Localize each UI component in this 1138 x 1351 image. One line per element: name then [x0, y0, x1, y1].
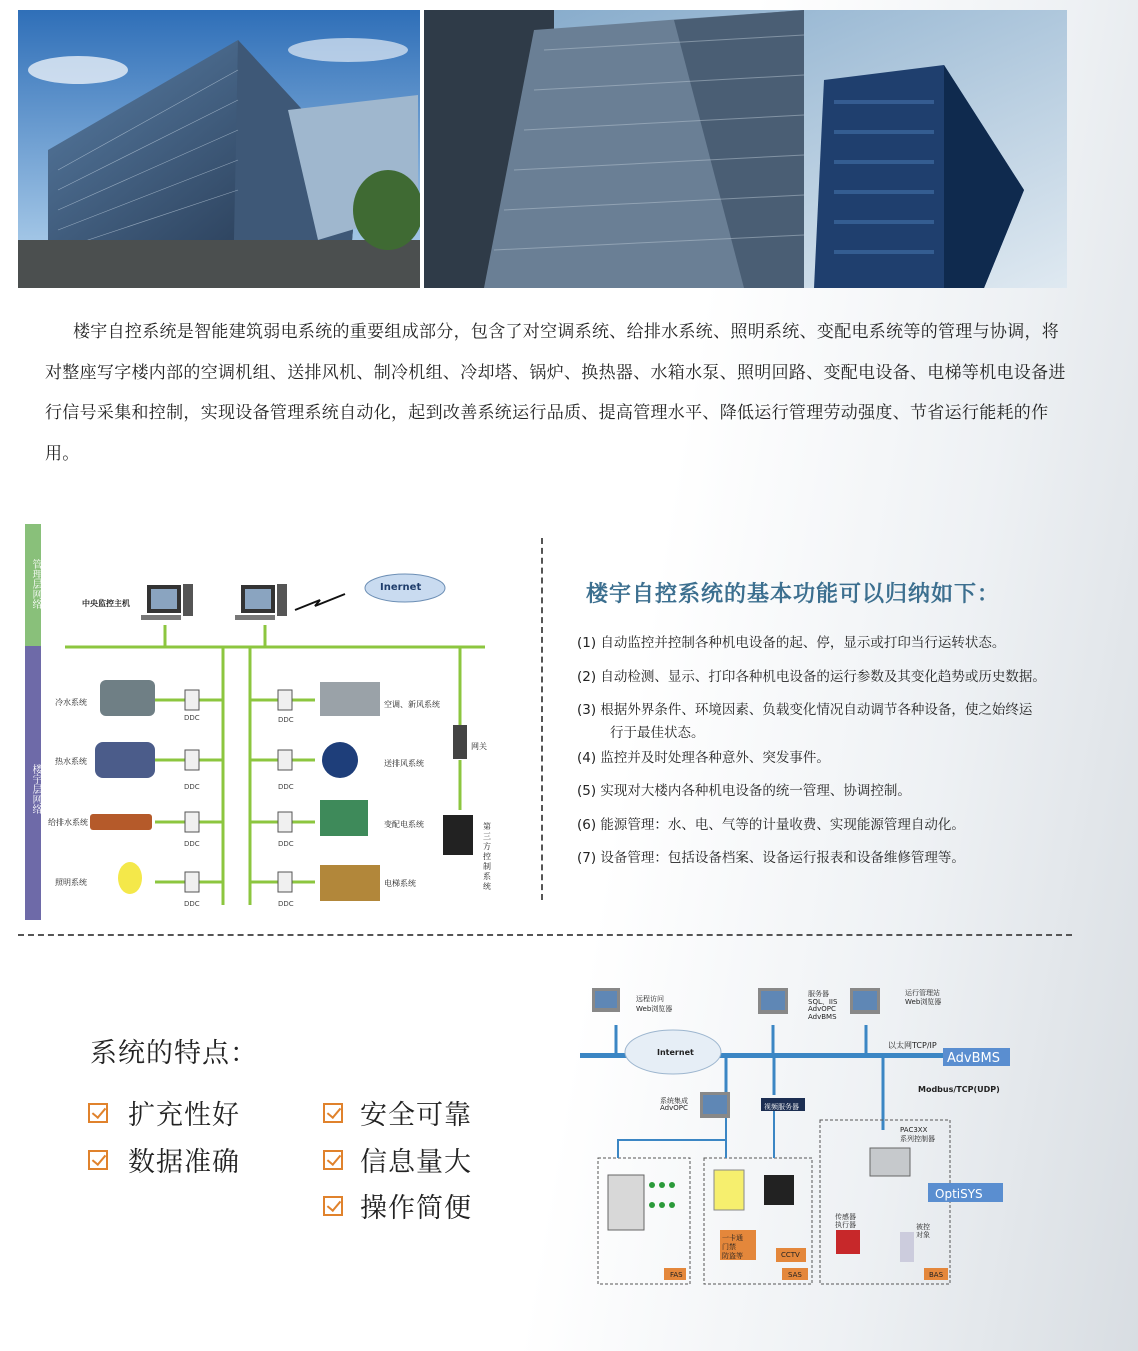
- server-pc-icon: [235, 584, 287, 620]
- feature-item: 扩充性好: [128, 1100, 240, 1131]
- function-item: (7) 设备管理：包括设备档案、设备运行报表和设备维修管理等。: [577, 850, 965, 866]
- building-photo-right: [424, 10, 1067, 288]
- function-item: (1) 自动监控并控制各种机电设备的起、停，显示或打印当行运转状态。: [577, 635, 1006, 651]
- central-host-label: 中央监控主机: [82, 599, 130, 608]
- ddc-label: DDC: [184, 783, 200, 791]
- function-item: (3) 根据外界条件、环境因素、负载变化情况自动调节各种设备，使之始终运: [577, 702, 1033, 718]
- horizontal-divider: [18, 934, 1072, 936]
- function-item-continued: 行于最佳状态。: [610, 725, 705, 741]
- left-system-1: 热水系统: [55, 757, 87, 766]
- architecture-diagram: [578, 980, 1018, 1290]
- ddc-label: DDC: [278, 840, 294, 848]
- right-system-3: 电梯系统: [384, 879, 416, 888]
- arch-ops-label-1: Web浏览器: [905, 998, 942, 1006]
- arch-ops-label-0: 运行管理站: [905, 989, 940, 997]
- arch-controlled-label-1: 对象: [916, 1231, 930, 1239]
- checkbox-icon: [323, 1103, 343, 1123]
- feature-item: 安全可靠: [360, 1100, 472, 1131]
- vertical-divider: [541, 538, 543, 900]
- left-system-0: 冷水系统: [55, 698, 87, 707]
- arch-card-label-1: 门禁: [722, 1243, 736, 1251]
- right-system-1: 送排风系统: [384, 759, 424, 768]
- central-pc-icon: [141, 584, 193, 620]
- checkbox-icon: [88, 1150, 108, 1170]
- function-item: (4) 监控并及时处理各种意外、突发事件。: [577, 750, 830, 766]
- building-photo-left: [18, 10, 420, 288]
- arch-sensor-label-0: 传感器: [835, 1213, 856, 1221]
- arch-sas-label: SAS: [788, 1271, 802, 1279]
- arch-server-label-3: AdvBMS: [808, 1013, 837, 1021]
- left-system-3: 照明系统: [55, 878, 87, 887]
- feature-item: 信息量大: [360, 1147, 472, 1178]
- arch-sensor-label-1: 执行器: [835, 1221, 856, 1229]
- arch-remote-label-1: Web浏览器: [636, 1005, 673, 1013]
- feature-item: 操作简便: [360, 1193, 472, 1224]
- building-network-label: 楼宇层网络: [30, 764, 41, 814]
- arch-integration-label-1: AdvOPC: [660, 1104, 688, 1112]
- right-system-2: 变配电系统: [384, 820, 424, 829]
- arch-pac-label-0: PAC3XX: [900, 1126, 928, 1134]
- function-item: (2) 自动检测、显示、打印各种机电设备的运行参数及其变化趋势或历史数据。: [577, 669, 1046, 685]
- functions-title: 楼宇自控系统的基本功能可以归纳如下：: [586, 582, 1001, 607]
- management-network-label: 管理层网络: [30, 559, 41, 609]
- ddc-label: DDC: [184, 714, 200, 722]
- function-item: (5) 实现对大楼内各种机电设备的统一管理、协调控制。: [577, 783, 911, 799]
- arch-remote-label-0: 远程访问: [636, 995, 664, 1003]
- arch-internet-label: Internet: [657, 1048, 694, 1057]
- checkbox-icon: [323, 1150, 343, 1170]
- arch-server-label-0: 服务器: [808, 990, 829, 998]
- right-system-0: 空调、新风系统: [384, 700, 440, 709]
- checkbox-icon: [88, 1103, 108, 1123]
- arch-bas-label: BAS: [929, 1271, 944, 1279]
- feature-item: 数据准确: [128, 1147, 240, 1178]
- arch-ethernet-label: 以太网TCP/IP: [888, 1041, 937, 1050]
- ddc-label: DDC: [278, 716, 294, 724]
- arch-pac-label-1: 系列控制器: [900, 1135, 935, 1143]
- arch-integration-label-0: 系统集成: [660, 1097, 688, 1105]
- arch-video-server-label: 视频服务器: [764, 1103, 799, 1111]
- checkbox-icon: [323, 1196, 343, 1216]
- arch-controlled-label-0: 被控: [916, 1223, 930, 1231]
- gateway-label: 网关: [471, 742, 487, 751]
- bas-network-diagram: [45, 560, 525, 920]
- features-title: 系统的特点：: [90, 1038, 258, 1069]
- left-system-2: 给排水系统: [48, 818, 88, 827]
- arch-fas-label: FAS: [670, 1271, 683, 1279]
- arch-card-label-2: 防盗等: [722, 1252, 743, 1260]
- ddc-label: DDC: [184, 900, 200, 908]
- arch-server-label-1: SQL、IIS: [808, 998, 838, 1006]
- arch-cctv-label: CCTV: [781, 1251, 800, 1259]
- third-party-label: 第三方控制系统: [483, 822, 491, 891]
- arch-advbms-label: AdvBMS: [947, 1051, 1000, 1066]
- arch-card-label-0: 一卡通: [722, 1234, 743, 1242]
- arch-optisys-label: OptiSYS: [935, 1187, 983, 1201]
- ddc-label: DDC: [278, 783, 294, 791]
- function-item: (6) 能源管理：水、电、气等的计量收费、实现能源管理自动化。: [577, 817, 965, 833]
- arch-modbus-label: Modbus/TCP(UDP): [918, 1085, 1000, 1094]
- intro-paragraph: 楼宇自控系统是智能建筑弱电系统的重要组成部分，包含了对空调系统、给排水系统、照明系统、变配电系统等的管理与协调，将对整座写字楼内部的空调机组、送排风机、制冷机组、冷却塔、锅炉、换热器、水箱水泵、照明回路、变配电设备、电梯等机电设备进行信号采集和控制，实现设备管理系统自动化，起到改善系统运行品质、提高管理水平、降低运行管理劳动强度、节省运行能耗的作用。: [45, 322, 1066, 464]
- arch-server-label-2: AdvOPC: [808, 1005, 836, 1013]
- ddc-label: DDC: [184, 840, 200, 848]
- ddc-label: DDC: [278, 900, 294, 908]
- internet-label: Inernet: [380, 582, 422, 593]
